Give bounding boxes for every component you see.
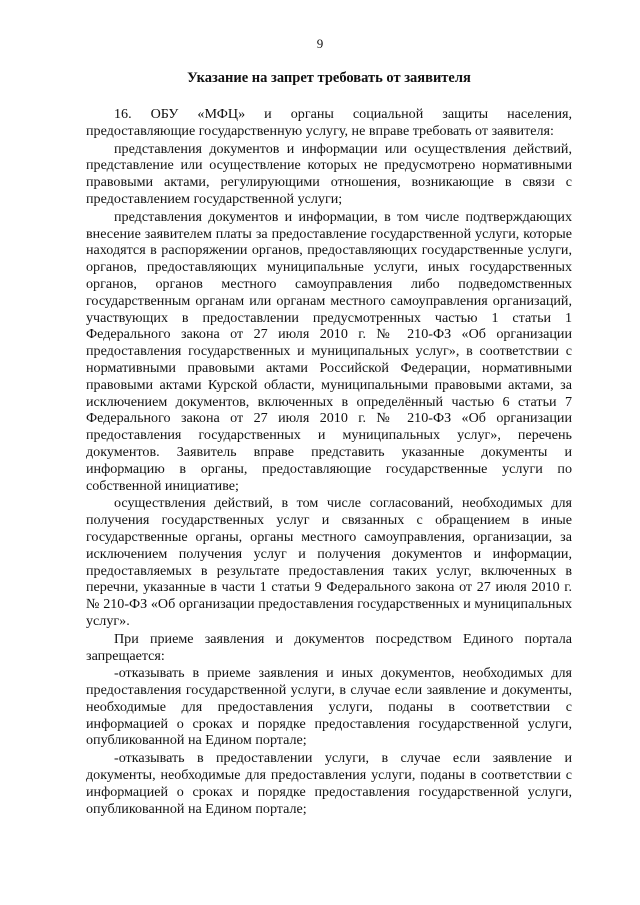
page-number: 9: [316, 36, 324, 51]
paragraph-5: При приеме заявления и документов посредством Единого портала запрещается:: [86, 630, 572, 664]
paragraph-6: -отказывать в приеме заявления и иных документов, необходимых для предоставления государственной услуги, в случае если заявление и документы, необходимые для предоставления услуги, поданы в соответствии с информацией о сроках и порядке предоставления государственной услуги, опубликованной на Едином портале;: [86, 665, 572, 749]
paragraph-2: представления документов и информации или осуществления действий, представление или осуществление которых не предусмотрено нормативными правовыми актами, регулирующими отношения, возникающие в связи с предоставлением государственной услуги;: [86, 140, 572, 207]
paragraph-4: осуществления действий, в том числе согласований, необходимых для получения государственных услуг и связанных с обращением в иные государственные органы, органы местного самоуправления, организации, за исключением получения услуг и получения документов и информации, предоставляемых в результате предоставления таких услуг, включенных в перечни, указанные в части 1 статьи 9 Федерального закона от 27 июля 2010 г. № 210-ФЗ «Об организации предоставления государственных и муниципальных услуг».: [86, 495, 572, 629]
paragraph-1: 16. ОБУ «МФЦ» и органы социальной защиты населения, предоставляющие государственную услугу, не вправе требовать от заявителя:: [86, 106, 572, 139]
paragraph-7: -отказывать в предоставлении услуги, в случае если заявление и документы, необходимые для предоставления услуги, поданы в соответствии с информацией о сроках и порядке предоставления государственной услуги, опубликованной на Едином портале;: [86, 750, 572, 817]
document-body: [86, 106, 572, 818]
section-heading: Указание на запрет требовать от заявителя: [187, 70, 471, 86]
paragraph-3: представления документов и информации, в том числе подтверждающих внесение заявителем платы за предоставление государственной услуги, которые находятся в распоряжении органов, предоставляющих государственные услуги, органов, предоставляющих муниципальные услуги, иных государственных органов, органов местного самоуправления либо подведомственных государственным органам или органам местного самоуправления организаций, участвующих в предоставлении предусмотренных частью 1 статьи 1 Федерального закона от 27 июля 2010 г. № 210-ФЗ «Об организации предоставления государственных и муниципальных услуг», в соответствии с нормативными правовыми актами Российской Федерации, нормативными правовыми актами Курской области, муниципальными правовыми актами, за исключением документов, включенных в определённый частью 6 статьи 7 Федерального закона от 27 июля 2010 г. № 210-ФЗ «Об организации предоставления государственных и муниципальных услуг», перечень документов. Заявитель вправе представить указанные документы и информацию в органы, предоставляющие государственные услуги по собственной инициативе;: [86, 208, 572, 494]
